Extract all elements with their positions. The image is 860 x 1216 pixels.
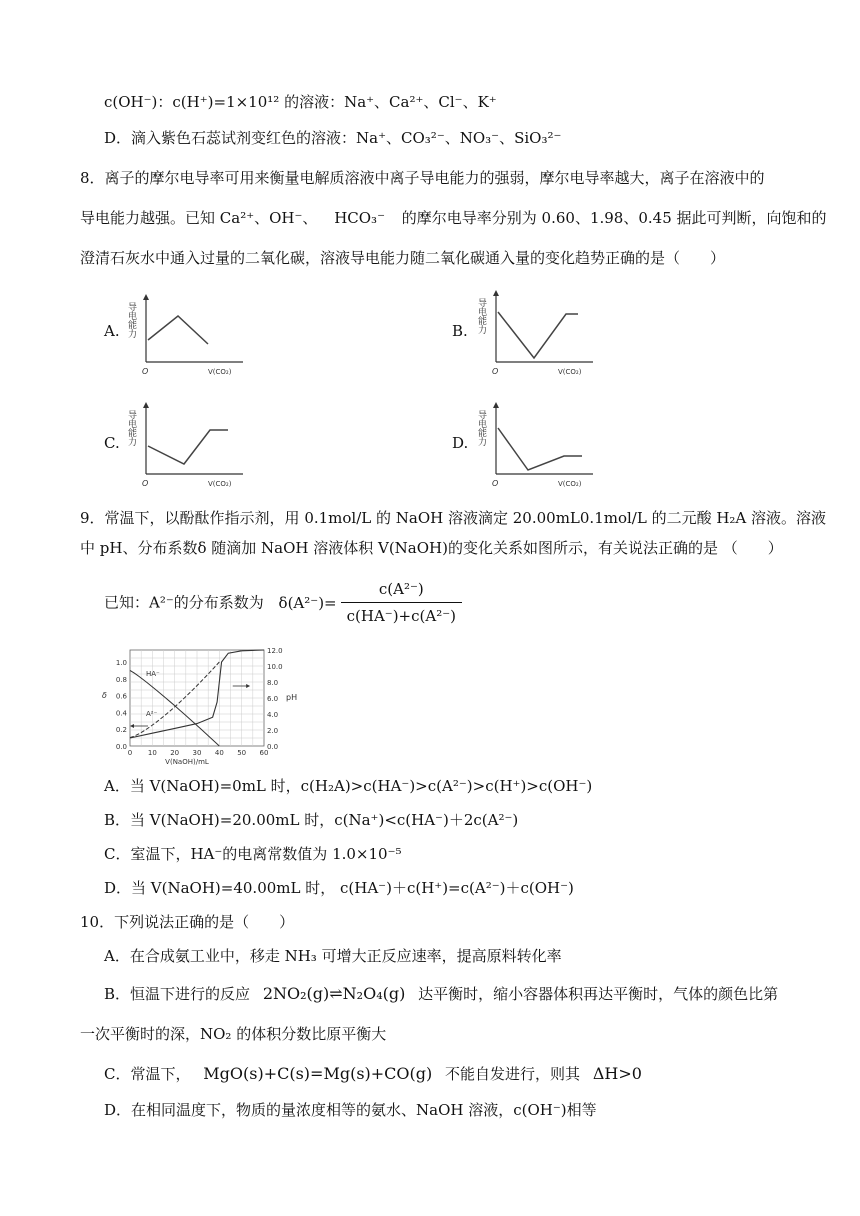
x-axis-label: V(CO₂) bbox=[558, 480, 582, 488]
q7-option-c: c(OH⁻)：c(H⁺)=1×10¹² 的溶液：Na⁺、Ca²⁺、Cl⁻、K⁺ bbox=[104, 93, 497, 111]
q9-stem-line1: 9．常温下，以酚酞作指示剂，用 0.1mol/L 的 NaOH 溶液滴定 20.00mL0.1mol/L 的二元酸 H₂A 溶液。溶液 bbox=[80, 509, 827, 527]
q8-option-b-label: B. bbox=[452, 322, 468, 340]
q8-stem-line2 bbox=[80, 208, 827, 228]
left-tick-label: 0.0 bbox=[115, 743, 127, 751]
q10-option-c bbox=[104, 1064, 642, 1084]
y-axis-label: 导电能力 bbox=[126, 302, 136, 338]
right-tick-label: 0.0 bbox=[267, 743, 279, 751]
trend-line bbox=[148, 316, 208, 344]
right-tick-label: 10.0 bbox=[267, 663, 283, 671]
ha-curve-label: HA⁻ bbox=[146, 670, 160, 678]
x-tick-label: 40 bbox=[214, 749, 224, 757]
q9-option-d: D．当 V(NaOH)=40.00mL 时， c(HA⁻)＋c(H⁺)=c(A²⁻)＋c(OH⁻) bbox=[104, 879, 574, 897]
q10-option-c-prefix: C．常温下， bbox=[104, 1065, 191, 1083]
q8-option-a-label: A. bbox=[104, 322, 120, 340]
right-tick-label: 6.0 bbox=[267, 695, 279, 703]
x-axis-label: V(NaOH)/mL bbox=[165, 758, 209, 766]
ph-arrowhead bbox=[246, 684, 250, 688]
q8-graph-a bbox=[128, 288, 248, 376]
q9-titration-chart bbox=[100, 640, 300, 768]
trend-line bbox=[498, 428, 582, 470]
q10-option-b-suffix: 达平衡时，缩小容器体积再达平衡时，气体的颜色比第 bbox=[418, 985, 779, 1003]
a2-arrowhead bbox=[130, 724, 134, 728]
right-tick-label: 4.0 bbox=[267, 711, 279, 719]
q10-option-a: A．在合成氨工业中，移走 NH₃ 可增大正反应速率，提高原料转化率 bbox=[104, 947, 562, 965]
q10-option-c-mid: 不能自发进行，则其 bbox=[445, 1065, 581, 1083]
y-axis-arrow bbox=[143, 402, 149, 408]
y-axis-arrow bbox=[493, 402, 499, 408]
x-tick-label: 30 bbox=[192, 749, 202, 757]
a2-curve-label: A²⁻ bbox=[146, 710, 158, 718]
q9-option-c: C．室温下，HA⁻的电离常数值为 1.0×10⁻⁵ bbox=[104, 845, 402, 863]
q9-known-prefix: 已知：A²⁻的分布系数为 bbox=[104, 593, 264, 612]
q9-formula-denominator: c(HA⁻)+c(A²⁻) bbox=[346, 607, 456, 625]
trend-line bbox=[498, 312, 578, 358]
x-tick-label: 60 bbox=[259, 749, 269, 757]
q9-formula-fraction bbox=[341, 578, 462, 627]
q10-option-c-equation: MgO(s)+C(s)=Mg(s)+CO(g) bbox=[203, 1064, 433, 1083]
q9-stem-line2: 中 pH、分布系数δ 随滴加 NaOH 溶液体积 V(NaOH)的变化关系如图所示，有关说法正确的是 （ ） bbox=[80, 539, 783, 557]
q9-option-a: A．当 V(NaOH)=0mL 时，c(H₂A)>c(HA⁻)>c(A²⁻)>c(H⁺)>c(OH⁻) bbox=[104, 777, 593, 795]
q9-formula-numerator: c(A²⁻) bbox=[341, 578, 462, 603]
y-axis-label: 导电能力 bbox=[476, 410, 486, 446]
origin-label: O bbox=[492, 479, 499, 488]
x-tick-label: 50 bbox=[237, 749, 247, 757]
q10-option-b-equation: 2NO₂(g)⇌N₂O₄(g) bbox=[262, 984, 406, 1003]
q8-stem-line1: 8．离子的摩尔电导率可用来衡量电解质溶液中离子导电能力的强弱，摩尔电导率越大，离子在溶液中的 bbox=[80, 169, 765, 187]
right-tick-label: 8.0 bbox=[267, 679, 279, 687]
q7-option-d: D．滴入紫色石蕊试剂变红色的溶液：Na⁺、CO₃²⁻、NO₃⁻、SiO₃²⁻ bbox=[104, 129, 562, 147]
q10-option-b-line1 bbox=[104, 984, 778, 1004]
right-tick-label: 12.0 bbox=[267, 647, 283, 655]
q8-option-d-label: D. bbox=[452, 434, 469, 452]
q8-stem-line3: 澄清石灰水中通入过量的二氧化碳，溶液导电能力随二氧化碳通入量的变化趋势正确的是（ ） bbox=[80, 249, 726, 267]
y-axis-arrow bbox=[493, 290, 499, 296]
left-tick-label: 0.2 bbox=[115, 726, 127, 735]
x-axis-label: V(CO₂) bbox=[558, 368, 582, 376]
left-axis-label: δ bbox=[102, 691, 107, 700]
q9-option-b: B．当 V(NaOH)=20.00mL 时，c(Na⁺)<c(HA⁻)＋2c(A²⁻) bbox=[104, 811, 519, 829]
q10-option-d: D．在相同温度下，物质的量浓度相等的氨水、NaOH 溶液，c(OH⁻)相等 bbox=[104, 1101, 597, 1119]
q8-graph-c bbox=[128, 396, 248, 488]
x-axis-label: V(CO₂) bbox=[208, 368, 232, 376]
trend-line bbox=[148, 430, 228, 464]
right-tick-label: 2.0 bbox=[267, 727, 279, 735]
q9-known-formula bbox=[104, 578, 462, 627]
left-tick-label: 0.8 bbox=[115, 675, 127, 684]
origin-label: O bbox=[142, 367, 149, 376]
y-axis-label: 导电能力 bbox=[126, 410, 136, 446]
q8-stem-line2c: 的摩尔电导率分别为 0.60、1.98、0.45 据此可判断，向饱和的 bbox=[401, 209, 827, 227]
q10-option-c-dh: ΔH>0 bbox=[592, 1064, 642, 1083]
q8-graph-d bbox=[478, 396, 598, 488]
left-tick-label: 0.6 bbox=[115, 692, 127, 701]
q8-option-c-label: C. bbox=[104, 434, 120, 452]
x-axis-label: V(CO₂) bbox=[208, 480, 232, 488]
left-tick-label: 0.4 bbox=[115, 709, 127, 718]
right-axis-label: pH bbox=[286, 693, 298, 702]
q10-option-b-prefix: B．恒温下进行的反应 bbox=[104, 985, 251, 1003]
x-tick-label: 0 bbox=[127, 749, 133, 757]
q9-formula-lhs: δ(A²⁻)= bbox=[278, 593, 337, 612]
q10-option-b-line2: 一次平衡时的深，NO₂ 的体积分数比原平衡大 bbox=[80, 1025, 387, 1043]
q8-graph-b bbox=[478, 284, 598, 376]
y-axis-label: 导电能力 bbox=[476, 298, 486, 334]
q8-hco3: HCO₃⁻ bbox=[334, 209, 385, 227]
origin-label: O bbox=[142, 479, 149, 488]
x-tick-label: 10 bbox=[147, 749, 157, 757]
q10-stem: 10．下列说法正确的是（ ） bbox=[80, 913, 295, 931]
y-axis-arrow bbox=[143, 294, 149, 300]
left-tick-label: 1.0 bbox=[115, 659, 127, 667]
x-tick-label: 20 bbox=[170, 749, 180, 757]
origin-label: O bbox=[492, 367, 499, 376]
q8-stem-line2a: 导电能力越强。已知 Ca²⁺、OH⁻、 bbox=[80, 209, 318, 227]
